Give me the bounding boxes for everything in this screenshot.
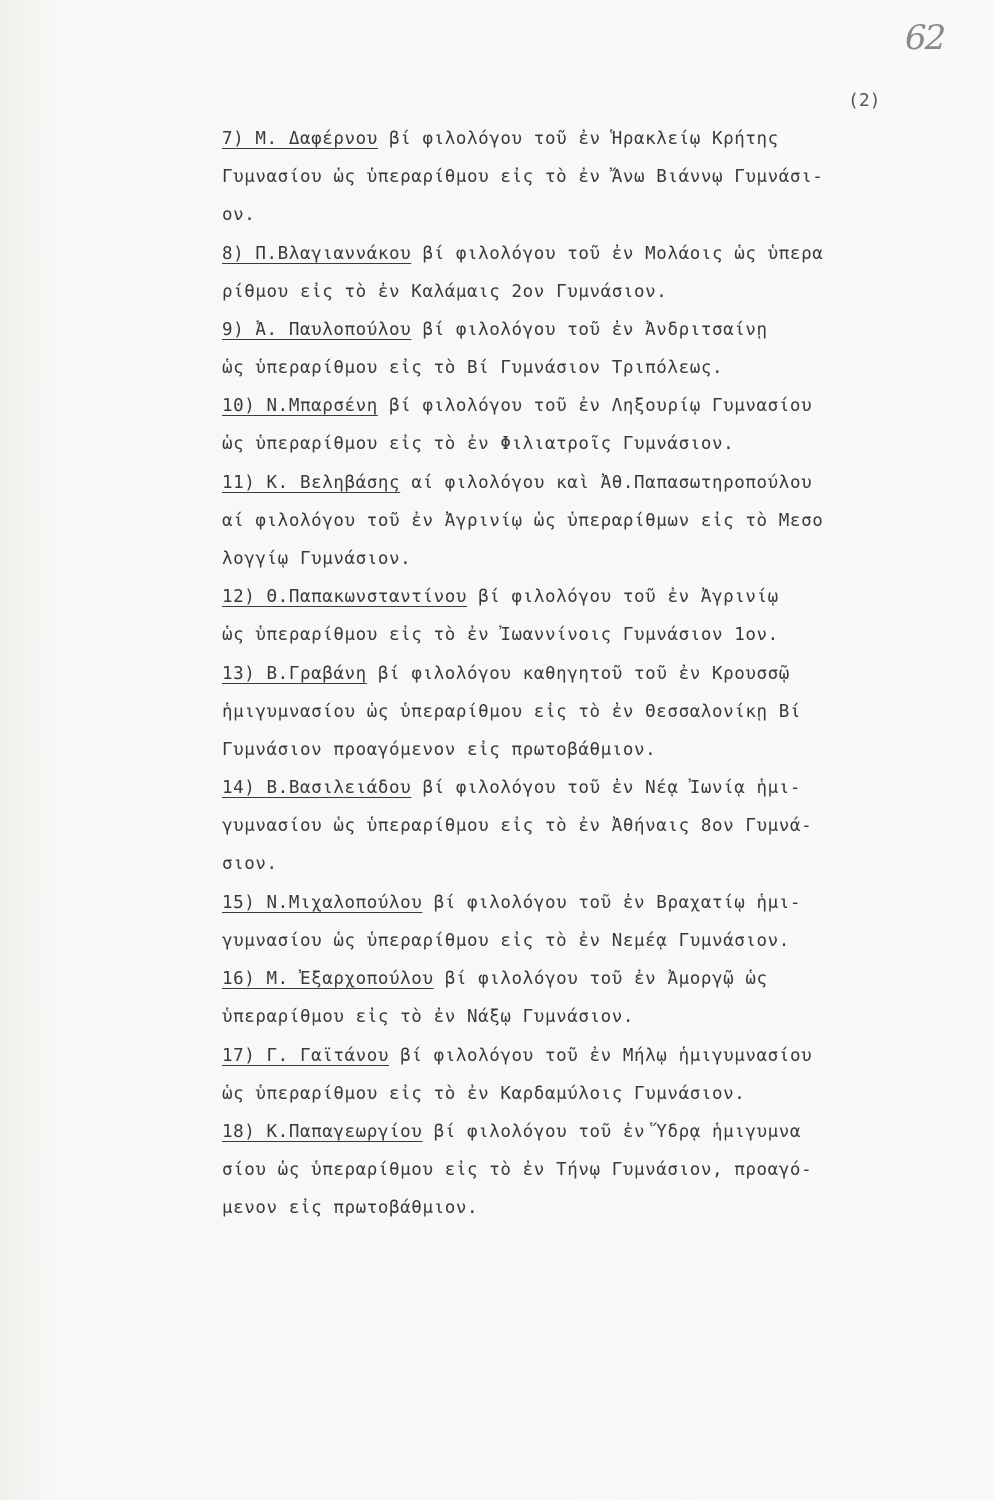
entry-line: ὡς ὑπεραρίθμου εἰς τὸ Βί Γυμνάσιον Τριπόλεως. (222, 358, 724, 378)
entry-line: ὡς ὑπεραρίθμου εἰς τὸ ἐν Καρδαμύλοις Γυμνάσιον. (222, 1083, 746, 1104)
entry-item (222, 655, 962, 769)
entry-name: 8) Π.Βλαγιαννάκου (222, 243, 412, 264)
entry-text: βί φιλολόγου τοῦ ἐν Ἀγρινίῳ (467, 587, 779, 608)
entry-line: Γυμνάσιον προαγόμενον εἰς πρωτοβάθμιον. (222, 739, 657, 760)
entry-line (222, 311, 962, 349)
entry-item (222, 769, 962, 883)
entry-line: μενον εἰς πρωτοβάθμιον. (222, 1198, 479, 1219)
entry-text: βί φιλολόγου τοῦ ἐν Ἀνδριτσαίνῃ (411, 320, 768, 340)
entry-line (222, 1113, 962, 1151)
entry-line (222, 960, 962, 998)
entry-line: ὑπεραρίθμου εἰς τὸ ἐν Νάξῳ Γυμνάσιον. (222, 1007, 635, 1028)
handwritten-page-number: 62 (905, 18, 945, 58)
entry-line: σιον. (222, 854, 278, 875)
entry-line (222, 1037, 962, 1075)
entry-text: βί φιλολόγου καθηγητοῦ τοῦ ἐν Κρουσσῷ (366, 663, 790, 684)
entry-text: βί φιλολόγου τοῦ ἐν Ὕδρᾳ ἡμιγυμνα (422, 1122, 802, 1143)
entry-item (222, 578, 962, 654)
page-number: (2) (848, 90, 881, 111)
entry-line (222, 884, 962, 922)
entry-line (222, 769, 962, 807)
entry-text: βί φιλολόγου τοῦ ἐν Μήλῳ ἡμιγυμνασίου (389, 1045, 813, 1066)
entry-line: ρίθμου εἰς τὸ ἐν Καλάμαις 2ον Γυμνάσιον. (222, 281, 668, 302)
entry-name: 13) Β.Γραβάνη (222, 663, 367, 684)
entry-name: 15) Ν.Μιχαλοπούλου (222, 893, 423, 913)
entry-text: βί φιλολόγου τοῦ ἐν Ἡρακλείῳ Κρήτης (377, 129, 779, 149)
entry-text: βί φιλολόγου τοῦ ἐν Νέᾳ Ἰωνίᾳ ἡμι- (411, 778, 802, 799)
entry-name: 10) Ν.Μπαρσένη (222, 396, 378, 417)
entry-item (222, 235, 962, 311)
entry-line: γυμνασίου ὡς ὑπεραρίθμου εἰς τὸ ἐν Νεμέᾳ Γυμνάσιον. (222, 931, 790, 951)
entry-line (222, 655, 962, 693)
entry-line: γυμνασίου ὡς ὑπεραρίθμου εἰς τὸ ἐν Ἀθήναις 8ον Γυμνά- (222, 816, 813, 837)
entry-name: 12) Θ.Παπακωνσταντίνου (222, 587, 467, 608)
entry-line: ον. (222, 205, 256, 225)
entry-line: ὡς ὑπεραρίθμου εἰς τὸ ἐν Ἰωαννίνοις Γυμνάσιον 1ον. (222, 625, 779, 646)
entry-item (222, 464, 962, 578)
entry-item (222, 311, 962, 387)
entry-text: βί φιλολόγου τοῦ ἐν Μολάοις ὡς ὑπερα (411, 243, 824, 264)
entry-item (222, 884, 962, 960)
entry-name: 9) Ἀ. Παυλοπούλου (222, 320, 412, 340)
entry-line (222, 120, 962, 158)
entry-line (222, 387, 962, 425)
entry-line (222, 464, 962, 502)
entry-text: βί φιλολόγου τοῦ ἐν Ἀμοργῷ ὡς (433, 969, 768, 990)
entry-item (222, 1113, 962, 1227)
entry-item (222, 1037, 962, 1113)
entry-name: 17) Γ. Γαϊτάνου (222, 1045, 390, 1066)
entry-name: 18) Κ.Παπαγεωργίου (222, 1122, 423, 1143)
entry-line: ἡμιγυμνασίου ὡς ὑπεραρίθμου εἰς τὸ ἐν Θεσσαλονίκῃ Βί (222, 701, 802, 722)
entry-item (222, 960, 962, 1036)
entry-name: 11) Κ. Βεληβάσης (222, 472, 401, 493)
entry-line: σίου ὡς ὑπεραρίθμου εἰς τὸ ἐν Τήνῳ Γυμνάσιον, προαγό- (222, 1160, 813, 1181)
entry-line: λογγίῳ Γυμνάσιον. (222, 548, 412, 569)
entry-line: αί φιλολόγου τοῦ ἐν Ἀγρινίῳ ὡς ὑπεραρίθμων εἰς τὸ Μεσο (222, 510, 824, 531)
entry-name: 7) Μ. Δαφέρνου (222, 129, 378, 149)
entry-text: βί φιλολόγου τοῦ ἐν Βραχατίῳ ἡμι- (422, 893, 802, 913)
entry-line (222, 235, 962, 273)
entry-name: 16) Μ. Ἐξαρχοπούλου (222, 969, 434, 990)
entry-item (222, 120, 962, 234)
entry-item (222, 387, 962, 463)
entry-line: Γυμνασίου ὡς ὑπεραρίθμου εἰς τὸ ἐν Ἄνω Βιάννῳ Γυμνάσι- (222, 167, 824, 187)
entry-text: βί φιλολόγου τοῦ ἐν Ληξουρίῳ Γυμνασίου (377, 396, 813, 417)
entry-name: 14) Β.Βασιλειάδου (222, 778, 412, 799)
entry-text: αί φιλολόγου καὶ Ἀθ.Παπασωτηροπούλου (400, 472, 813, 493)
entry-line: ὡς ὑπεραρίθμου εἰς τὸ ἐν Φιλιατροῖς Γυμνάσιον. (222, 434, 735, 455)
entry-line (222, 578, 962, 616)
